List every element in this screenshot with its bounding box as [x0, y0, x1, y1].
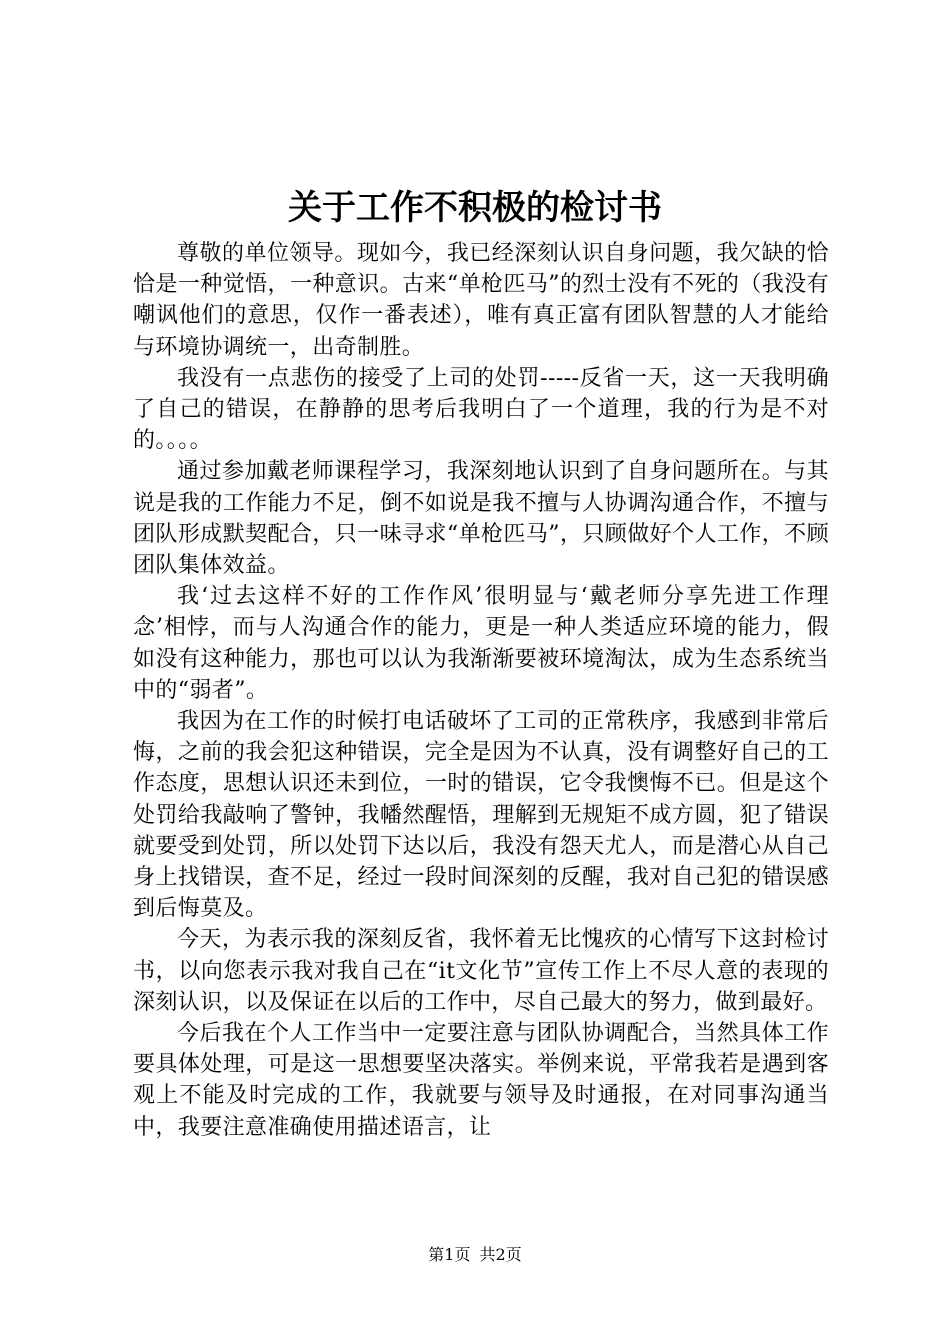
paragraph-7: 今后我在个人工作当中一定要注意与团队协调配合，当然具体工作要具体处理，可是这一思想要坚决落实。举例来说，平常我若是遇到客观上不能及时完成的工作，我就要与领导及时通报，在对同事沟通当中，我要注意准确使用描述语言，让: [133, 1021, 829, 1140]
document-title: 关于工作不积极的检讨书: [288, 188, 662, 228]
paragraph-4: 我‘过去这样不好的工作作风’很明显与‘戴老师分享先进工作理念’相悖，而与人沟通合作的能力，更是一种人类适应环境的能力，假如没有这种能力，那也可以认为我渐渐要被环境淘汰，成为生态系统当中的“弱者”。: [133, 584, 829, 703]
paragraph-5: 我因为在工作的时候打电话破坏了工司的正常秩序，我感到非常后悔，之前的我会犯这种错误，完全是因为不认真，没有调整好自己的工作态度，思想认识还未到位，一时的错误，它令我懊悔不已。但是这个处罚给我敲响了警钟，我幡然醒悟，理解到无规矩不成方圆，犯了错误就要受到处罚，所以处罚下达以后，我没有怨天尤人，而是潜心从自己身上找错误，查不足，经过一段时间深刻的反醒，我对自己犯的错误感到后悔莫及。: [133, 709, 829, 922]
paragraph-6: 今天，为表示我的深刻反省，我怀着无比愧疚的心情写下这封检讨书，以向您表示我对我自己在“it文化节”宣传工作上不尽人意的表现的深刻认识，以及保证在以后的工作中，尽自己最大的努力，做到最好。: [133, 927, 829, 1015]
document-body: [133, 238, 829, 1143]
page-footer: 第1页 共2页: [428, 1245, 522, 1264]
paragraph-1: 尊敬的单位领导。现如今，我已经深刻认识自身问题，我欠缺的恰恰是一种觉悟，一种意识。古来“单枪匹马”的烈士没有不死的（我没有嘲讽他们的意思，仅作一番表述），唯有真正富有团队智慧的人才能给与环境协调统一，出奇制胜。: [133, 241, 829, 360]
paragraph-2: 我没有一点悲伤的接受了上司的处罚-----反省一天，这一天我明确了自己的错误，在静静的思考后我明白了一个道理，我的行为是不对的。。。。: [133, 365, 829, 454]
paragraph-3: 通过参加戴老师课程学习，我深刻地认识到了自身问题所在。与其说是我的工作能力不足，倒不如说是我不擅与人协调沟通合作，不擅与团队形成默契配合，只一味寻求“单枪匹马”，只顾做好个人工作，不顾团队集体效益。: [133, 459, 829, 579]
